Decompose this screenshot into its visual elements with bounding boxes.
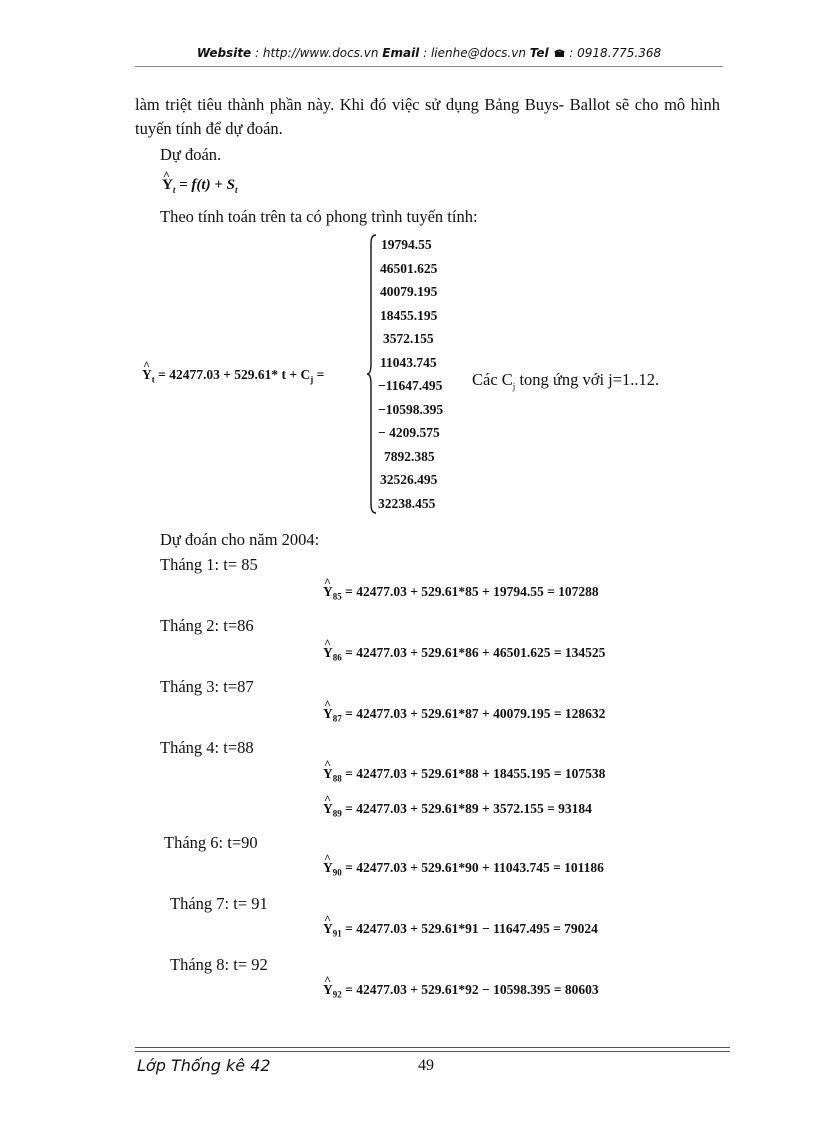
month-label: Tháng 8: t= 92 bbox=[170, 955, 268, 974]
cj-values-list bbox=[378, 233, 443, 515]
forecast-expression: = 42477.03 + 529.61*89 + 3572.155 = 93184 bbox=[341, 801, 592, 816]
forecast-t-sub: 89 bbox=[332, 808, 342, 819]
forecast-t-sub: 90 bbox=[332, 867, 342, 878]
month-label: Tháng 3: t=87 bbox=[160, 677, 254, 696]
intro-paragraph: làm triệt tiêu thành phần này. Khi đó việc sử dụng Bảng Buys- Ballot sẽ cho mô hình tuyến tính để dự đoán. bbox=[135, 95, 720, 138]
forecast-t-sub: 92 bbox=[332, 989, 342, 1000]
linear-intro-text: Theo tính toán trên ta có phong trình tuyến tính: bbox=[160, 207, 478, 226]
forecast-y-hat: ^ Y bbox=[323, 860, 333, 876]
footer-divider-bottom bbox=[135, 1051, 730, 1052]
forecast-t-sub: 91 bbox=[332, 928, 342, 939]
cj-value: 32238.455 bbox=[378, 495, 436, 511]
month-forecast-equation bbox=[323, 766, 605, 784]
month-forecast-equation bbox=[323, 645, 605, 663]
footer-divider-top bbox=[135, 1047, 730, 1048]
forecast-t-sub: 85 bbox=[332, 591, 342, 602]
forecast-t-sub: 87 bbox=[332, 713, 342, 724]
cj-note-prefix: Các C bbox=[472, 370, 513, 389]
linear-y-hat: ^ Y bbox=[142, 367, 152, 383]
forecast-expression: = 42477.03 + 529.61*90 + 11043.745 = 101186 bbox=[341, 860, 604, 875]
month-forecast-equation bbox=[323, 801, 592, 819]
linear-rhs-sub: j bbox=[310, 374, 314, 385]
month-forecast-equation bbox=[323, 706, 605, 724]
cj-value: 19794.55 bbox=[381, 237, 432, 252]
website-value: : http://www.docs.vn bbox=[251, 46, 383, 60]
footer-class-name: Lớp Thống kê 42 bbox=[137, 1056, 271, 1075]
phone-icon bbox=[554, 48, 565, 58]
cj-value: −10598.395 bbox=[378, 401, 444, 417]
forecast-expression: = 42477.03 + 529.61*92 − 10598.395 = 80603 bbox=[341, 982, 599, 997]
header-divider bbox=[135, 66, 723, 67]
formula-sub: t bbox=[172, 185, 176, 195]
left-brace bbox=[366, 233, 378, 515]
website-label: Website bbox=[196, 46, 252, 60]
forecast-expression: = 42477.03 + 529.61*88 + 18455.195 = 107538 bbox=[341, 766, 606, 781]
cj-value: 40079.195 bbox=[380, 284, 438, 299]
cj-note-suffix: tong ứng với j=1..12. bbox=[515, 370, 660, 389]
forecast-title: Dự đoán cho năm 2004: bbox=[160, 530, 320, 549]
month-forecast-equation bbox=[323, 584, 599, 602]
month-forecast-equation bbox=[323, 982, 599, 1000]
linear-equation bbox=[142, 367, 324, 385]
cj-value: 46501.625 bbox=[380, 260, 438, 276]
email-value: : lienhe@docs.vn bbox=[419, 46, 530, 60]
linear-rhs: = 42477.03 + 529.61* t + C bbox=[154, 367, 311, 382]
month-label: Tháng 7: t= 91 bbox=[170, 894, 268, 913]
model-formula bbox=[162, 177, 237, 195]
forecast-expression: = 42477.03 + 529.61*86 + 46501.625 = 134525 bbox=[341, 645, 606, 660]
cj-note bbox=[472, 370, 659, 391]
month-label: Tháng 6: t=90 bbox=[164, 833, 258, 852]
forecast-y-hat: ^ Y bbox=[323, 801, 333, 817]
tel-label: Tel bbox=[529, 46, 549, 60]
linear-rhs-suffix: = bbox=[313, 367, 325, 382]
month-forecast-equation bbox=[323, 860, 604, 878]
forecast-y-hat: ^ Y bbox=[323, 766, 333, 782]
formula-y-hat: ^ Y bbox=[162, 177, 173, 194]
cj-value: 3572.155 bbox=[383, 331, 434, 346]
forecast-y-hat: ^ Y bbox=[323, 645, 333, 661]
forecast-y-hat: ^ Y bbox=[323, 584, 333, 600]
forecast-expression: = 42477.03 + 529.61*85 + 19794.55 = 107288 bbox=[341, 584, 599, 599]
month-label: Tháng 4: t=88 bbox=[160, 738, 254, 757]
page-header bbox=[135, 46, 723, 60]
forecast-y-hat: ^ Y bbox=[323, 706, 333, 722]
month-label: Tháng 2: t=86 bbox=[160, 616, 254, 635]
formula-rhs-sub: t bbox=[234, 185, 238, 195]
forecast-t-sub: 88 bbox=[332, 773, 342, 784]
forecast-expression: = 42477.03 + 529.61*87 + 40079.195 = 128632 bbox=[341, 706, 606, 721]
cj-note-sub: j bbox=[512, 381, 516, 392]
cj-value: 18455.195 bbox=[380, 307, 438, 323]
forecast-y-hat: ^ Y bbox=[323, 921, 333, 937]
cj-value: − 4209.575 bbox=[378, 425, 440, 440]
cj-value: 32526.495 bbox=[380, 472, 438, 487]
month-forecast-equation bbox=[323, 921, 598, 939]
tel-value: : 0918.775.368 bbox=[565, 46, 662, 60]
forecast-t-sub: 86 bbox=[332, 652, 342, 663]
formula-rhs: = f(t) + S bbox=[175, 177, 235, 193]
month-label: Tháng 1: t= 85 bbox=[160, 555, 258, 574]
cj-value: 11043.745 bbox=[380, 354, 437, 370]
email-label: Email bbox=[382, 46, 420, 60]
du-doan-heading: Dự đoán. bbox=[160, 145, 222, 164]
linear-lhs-sub: t bbox=[151, 374, 155, 385]
forecast-expression: = 42477.03 + 529.61*91 − 11647.495 = 79024 bbox=[341, 921, 598, 936]
forecast-y-hat: ^ Y bbox=[323, 982, 333, 998]
page-number: 49 bbox=[418, 1057, 434, 1074]
cj-value: −11647.495 bbox=[378, 378, 443, 393]
cj-value: 7892.385 bbox=[384, 448, 435, 464]
